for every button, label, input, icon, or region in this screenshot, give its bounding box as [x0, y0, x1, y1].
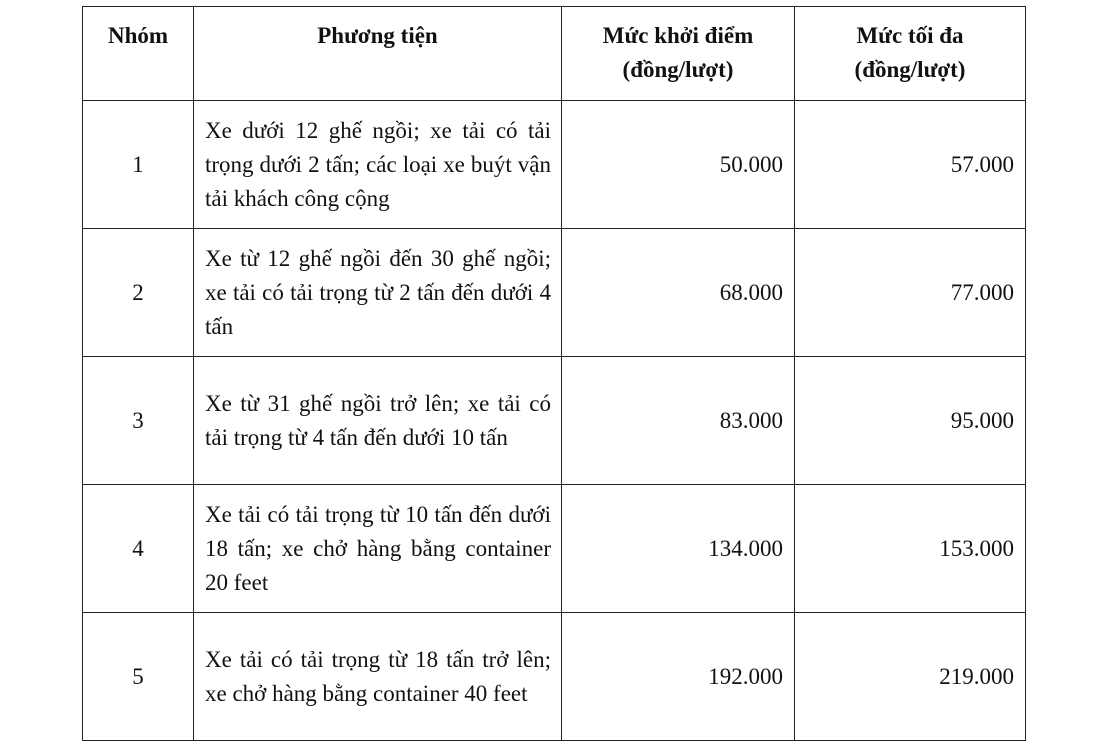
header-group-label: Nhóm — [107, 23, 169, 48]
cell-max-fee: 153.000 — [795, 485, 1026, 613]
cell-group: 1 — [83, 101, 194, 229]
cell-group: 4 — [83, 485, 194, 613]
table-row — [83, 357, 1026, 485]
cell-max-fee: 57.000 — [795, 101, 1026, 229]
cell-max-fee: 77.000 — [795, 229, 1026, 357]
cell-group: 5 — [83, 613, 194, 741]
header-vehicle-label: Phương tiện — [317, 23, 438, 48]
table-row — [83, 485, 1026, 613]
header-min-fee-line2: (đồng/lượt) — [622, 57, 734, 82]
table-row — [83, 613, 1026, 741]
header-max-fee-line1: Mức tối đa — [856, 23, 964, 48]
cell-vehicle: Xe từ 12 ghế ngồi đến 30 ghế ngồi; xe tải có tải trọng từ 2 tấn đến dưới 4 tấn — [194, 229, 562, 357]
cell-min-fee: 192.000 — [562, 613, 795, 741]
cell-min-fee: 134.000 — [562, 485, 795, 613]
cell-group: 2 — [83, 229, 194, 357]
header-min-fee — [562, 7, 795, 101]
cell-min-fee: 50.000 — [562, 101, 795, 229]
header-min-fee-line1: Mức khởi điểm — [602, 23, 754, 48]
toll-fee-table — [82, 6, 1026, 741]
header-max-fee — [795, 7, 1026, 101]
header-max-fee-line2: (đồng/lượt) — [854, 57, 966, 82]
cell-min-fee: 83.000 — [562, 357, 795, 485]
header-row — [83, 7, 1026, 101]
cell-vehicle: Xe từ 31 ghế ngồi trở lên; xe tải có tải trọng từ 4 tấn đến dưới 10 tấn — [194, 357, 562, 485]
table-header — [83, 7, 1026, 101]
table-body — [83, 101, 1026, 741]
cell-vehicle: Xe tải có tải trọng từ 18 tấn trở lên; xe chở hàng bằng container 40 feet — [194, 613, 562, 741]
cell-min-fee: 68.000 — [562, 229, 795, 357]
cell-group: 3 — [83, 357, 194, 485]
table-row — [83, 229, 1026, 357]
header-group — [83, 7, 194, 101]
cell-vehicle: Xe tải có tải trọng từ 10 tấn đến dưới 18 tấn; xe chở hàng bằng container 20 feet — [194, 485, 562, 613]
header-vehicle — [194, 7, 562, 101]
cell-max-fee: 219.000 — [795, 613, 1026, 741]
cell-max-fee: 95.000 — [795, 357, 1026, 485]
table-row — [83, 101, 1026, 229]
cell-vehicle: Xe dưới 12 ghế ngồi; xe tải có tải trọng dưới 2 tấn; các loại xe buýt vận tải khách công cộng — [194, 101, 562, 229]
